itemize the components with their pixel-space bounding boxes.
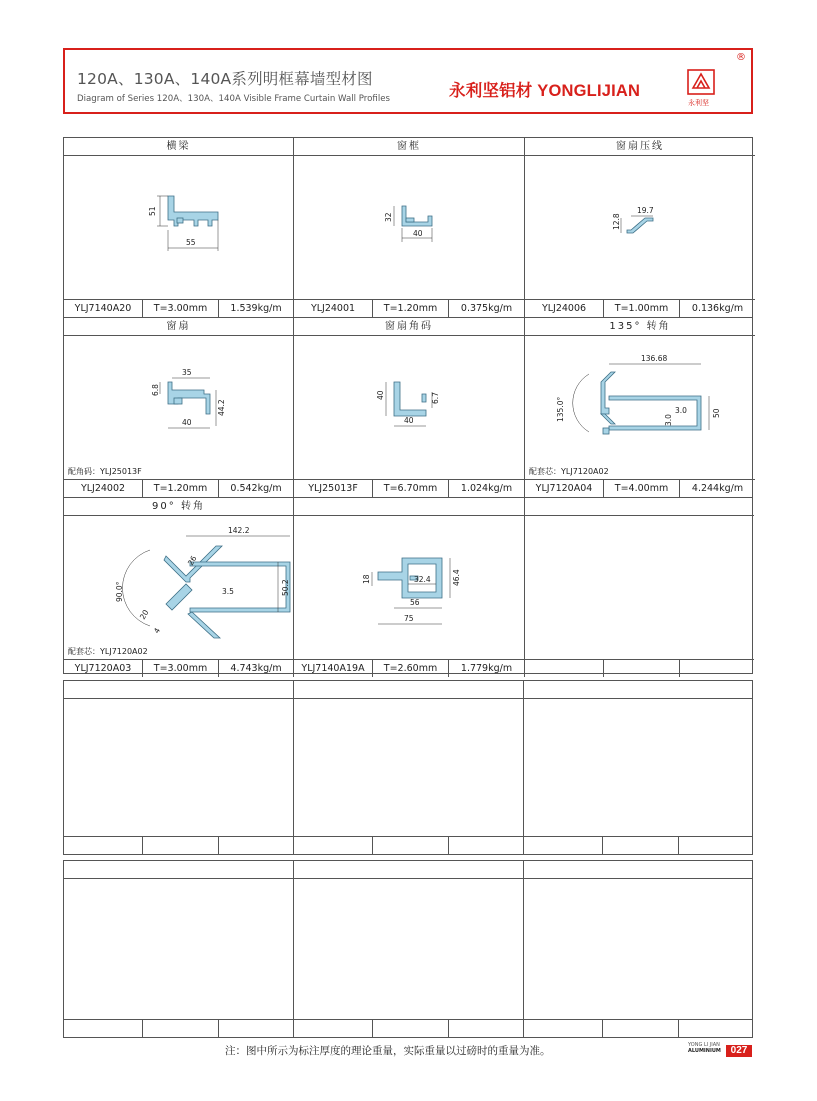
profile-cell-empty [524,498,754,677]
spec-row [64,479,293,497]
ylj7140a19a-drawing [294,516,524,659]
profile-thickness: T=1.00mm [603,300,679,317]
dim-width: 40 [413,229,423,238]
dim-height: 50.2 [281,579,290,596]
90-corner-drawing [64,516,293,659]
profile-cell-90-corner [64,498,293,677]
spec-row [294,299,524,317]
dim-lower: 20 [137,608,151,621]
dim-height: 50 [712,408,721,418]
profile-note: 配套芯：YLJ7120A02 [68,647,148,656]
profile-row [64,138,752,317]
dim-left: 18 [362,574,371,584]
profile-cell-empty [293,861,523,1037]
profile-cell-crossbeam [64,138,293,317]
logo-icon [684,64,728,110]
dim-total: 75 [404,614,414,623]
profile-weight: 4.244kg/m [679,480,755,497]
spec-row [64,1019,293,1037]
dim-mid: 56 [410,598,420,607]
footer-brand-name: YONG LI JIAN [688,1042,720,1048]
profile-thickness: T=3.00mm [142,660,218,677]
profile-weight: 0.542kg/m [218,480,293,497]
brand-name: 永利坚铝材 YONGLIJIAN [449,82,641,100]
profile-code: YLJ7140A20 [74,303,132,314]
profile-thickness: T=1.20mm [142,480,218,497]
profile-title: 窗扇压线 [525,138,755,156]
profile-cell-empty [293,681,523,854]
spec-row [294,659,524,677]
profile-code: YLJ7120A04 [535,483,593,494]
spec-row [294,836,523,854]
brand-logo [684,64,728,110]
profile-code: YLJ24002 [80,483,126,494]
dim-width: 19.7 [637,206,654,215]
profile-title: 横梁 [64,138,293,156]
empty-grid [63,680,753,855]
profile-drawing [294,516,524,663]
dim-upper: 26 [185,554,199,567]
profile-cell-window-frame [293,138,524,317]
profile-cell-empty [64,861,293,1037]
dim-inner: 32.4 [414,575,431,584]
profile-code: YLJ7140A19A [301,663,365,674]
profile-title: 135° 转角 [525,318,755,336]
profile-drawing [64,336,293,483]
profile-title [294,498,524,516]
profile-title [525,498,754,516]
spec-row [525,479,755,497]
profile-title: 90° 转角 [64,498,293,516]
profile-drawing [525,156,755,303]
dim-top: 35 [182,368,192,377]
footer-aluminium: ALUMINIUM [688,1048,721,1054]
profile-weight: 0.136kg/m [679,300,755,317]
profile-drawing [525,336,755,483]
dim-right: 6.7 [431,392,440,404]
profile-title: 窗扇角码 [294,318,524,336]
profile-weight: 1.539kg/m [218,300,293,317]
profile-thickness: T=1.20mm [372,300,448,317]
dim-height: 40 [376,390,385,400]
profile-cell-empty [64,681,293,854]
dim-width: 55 [186,238,196,247]
dim-bottom: 40 [182,418,192,427]
profile-note: 配套芯：YLJ7120A02 [529,467,609,476]
dim-width: 40 [404,416,414,425]
profile-row [64,861,752,1037]
dim-wall-v: 3.0 [664,414,673,426]
dim-width: 136.68 [641,354,668,363]
dim-height: 12.8 [612,213,621,230]
profile-title: 窗框 [294,138,524,156]
logo-text: 永利坚 [688,99,709,107]
profile-drawing [64,156,293,303]
spec-row [524,1019,753,1037]
dim-left: 6.8 [151,384,160,396]
dim-tail: 4 [151,626,163,635]
profile-cell-sash-bead [524,138,755,317]
dim-right: 44.2 [217,399,226,416]
profile-cell-sash [64,318,293,497]
profile-cell-135-corner [524,318,755,497]
sash-bead-drawing [525,156,755,299]
profile-thickness: T=2.60mm [372,660,448,677]
registered-mark: ® [736,52,746,63]
profile-thickness: T=6.70mm [372,480,448,497]
spec-row [294,479,524,497]
profile-cell-sash-corner [293,318,524,497]
profile-weight: 4.743kg/m [218,660,293,677]
profile-note: 配角码：YLJ25013F [68,467,142,476]
sash-drawing [64,336,293,479]
profile-drawing [64,516,293,663]
empty-grid [63,860,753,1038]
dim-angle: 90.0° [115,581,124,602]
page-title-en: Diagram of Series 120A、130A、140A Visible Frame Curtain Wall Profiles [77,94,390,104]
spec-row [525,299,755,317]
dim-wall: 3.5 [222,587,234,596]
profile-row [64,317,752,497]
profile-row [64,681,752,854]
profile-cell-empty [523,861,753,1037]
spec-row [64,299,293,317]
profile-drawing [294,336,524,483]
spec-row [294,1019,523,1037]
profile-code: YLJ24006 [541,303,587,314]
profile-thickness: T=4.00mm [603,480,679,497]
profile-thickness: T=3.00mm [142,300,218,317]
spec-row [64,836,293,854]
135-corner-drawing [525,336,755,479]
window-frame-drawing [294,156,524,299]
profile-weight: 1.024kg/m [448,480,524,497]
page-header [63,48,753,114]
footer-note: 注：图中所示为标注厚度的理论重量，实际重量以过磅时的重量为准。 [225,1045,551,1057]
page-title-cn: 120A、130A、140A系列明框幕墙型材图 [77,70,373,88]
page-number: 027 [726,1045,752,1057]
profile-code: YLJ7120A03 [74,663,132,674]
profile-code: YLJ25013F [308,483,358,494]
profile-cell-empty [523,681,753,854]
profile-drawing [294,156,524,303]
profile-grid [63,137,753,674]
profile-title: 窗扇 [64,318,293,336]
dim-wall-h: 3.0 [675,406,687,415]
spec-row [64,659,293,677]
crossbeam-drawing [64,156,293,299]
dim-angle: 135.0° [556,396,565,422]
profile-row [64,497,752,677]
profile-code: YLJ24001 [310,303,356,314]
sash-corner-drawing [294,336,524,479]
dim-height: 46.4 [452,569,461,586]
footer-brand [688,1042,721,1054]
profile-cell-ylj7140a19a [293,498,524,677]
spec-row [525,659,754,677]
profile-weight: 0.375kg/m [448,300,524,317]
dim-height: 51 [148,206,157,216]
profile-weight: 1.779kg/m [448,660,524,677]
spec-row [524,836,753,854]
dim-height: 32 [384,212,393,222]
dim-width: 142.2 [228,526,250,535]
